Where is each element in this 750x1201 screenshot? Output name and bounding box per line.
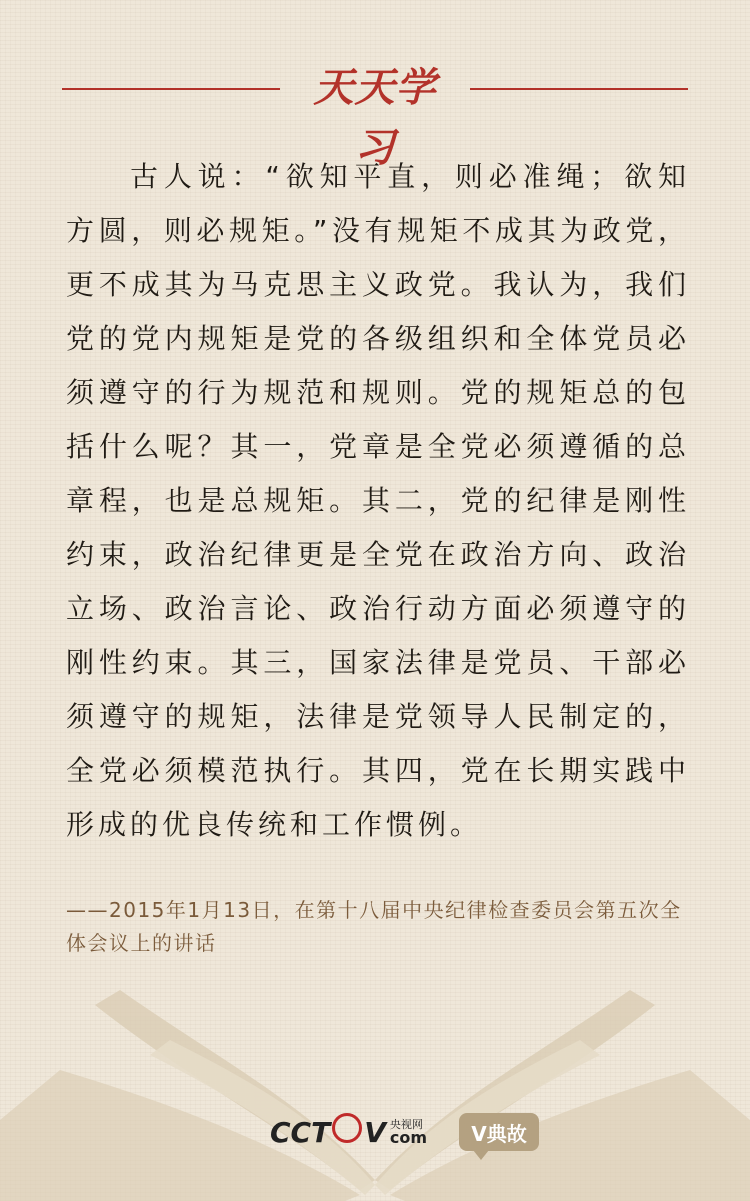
cctv-com: com bbox=[389, 1127, 428, 1147]
cctv-letters-t: T bbox=[311, 1115, 331, 1149]
footer-logos bbox=[270, 1110, 539, 1154]
cctv-letters: CC bbox=[270, 1115, 312, 1149]
header-rule-left bbox=[62, 88, 280, 90]
v-diangu-badge: V典故 bbox=[459, 1113, 539, 1151]
page-title: 天天学习 bbox=[313, 64, 437, 171]
cctv-logo bbox=[270, 1116, 427, 1149]
quote-source: ——2015年1月13日，在第十八届中央纪律检查委员会第五次全体会议上的讲话 bbox=[66, 898, 682, 955]
page-header bbox=[62, 58, 688, 171]
header-rule-right bbox=[470, 88, 688, 90]
book-illustration-icon bbox=[0, 950, 750, 1201]
cctv-cn: 央视网 bbox=[389, 1117, 423, 1131]
quote-body: 古人说：“欲知平直，则必准绳；欲知方圆，则必规矩。”没有规矩不成其为政党，更不成其为马克思主义政党。我认为，我们党的党内规矩是党的各级组织和全体党员必须遵守的行为规范和规则。党的规矩总的包括什么呢？其一，党章是全党必须遵循的总章程，也是总规矩。其二，党的纪律是刚性约束，政治纪律更是全党在政治方向、政治立场、政治言论、政治行动方面必须遵守的刚性约束。其三，国家法律是党员、干部必须遵守的规矩，法律是党领导人民制定的，全党必须模范执行。其四，党在长期实践中形成的优良传统和工作惯例。 bbox=[66, 160, 690, 841]
cctv-sub bbox=[390, 1119, 427, 1146]
cctv-mark-icon bbox=[332, 1113, 362, 1143]
cctv-letters-v: V bbox=[364, 1115, 386, 1149]
